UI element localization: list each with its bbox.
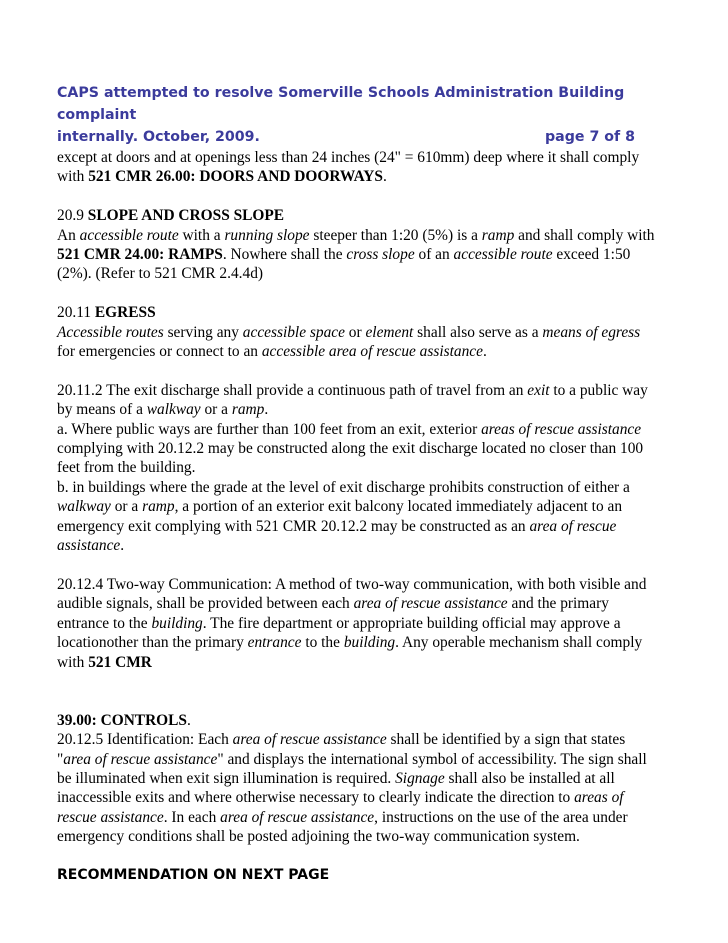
defined-term: areas of rescue assistance [481, 420, 642, 438]
section-title: 39.00: CONTROLS [57, 711, 187, 729]
text: . [264, 401, 269, 419]
recommendation-heading: RECOMMENDATION ON NEXT PAGE [57, 866, 330, 883]
defined-term: element [365, 323, 414, 341]
text: . In each [163, 808, 221, 826]
defined-term: ramp [231, 401, 265, 419]
section-20-12-4 [57, 575, 657, 672]
defined-term: area of rescue assistance [220, 808, 375, 826]
defined-term: cross slope [346, 246, 415, 264]
section-20-11-2 [57, 381, 657, 556]
defined-term: area of rescue assistance [63, 750, 218, 768]
text: 20.12.5 Identification: Each [57, 731, 233, 749]
text: or [344, 323, 366, 341]
defined-term: exit [527, 381, 550, 399]
text: exceed 1:50 (2%). (Refer to 521 CMR 2.4.4d) [57, 246, 631, 283]
text: . The fire department or appropriate building official may approve a locationother than the primary [57, 614, 621, 652]
text: b. in buildings where the grade at the level of exit discharge prohibits construction of either a [57, 478, 630, 496]
defined-term: accessible space [242, 323, 345, 341]
defined-term: building [151, 614, 203, 632]
document-body [57, 148, 657, 885]
defined-term: area of rescue assistance [57, 517, 617, 555]
text: except at doors and at openings less than 24 inches (24" = 610mm) deep where it shall comply with [57, 149, 640, 186]
code-reference: 521 CMR 26.00: DOORS AND DOORWAYS [88, 168, 383, 186]
defined-term: building [343, 634, 396, 652]
text: for emergencies or connect to an [57, 343, 262, 361]
defined-term: ramp [481, 226, 515, 244]
text: . Any operable mechanism shall comply with [57, 634, 643, 671]
code-reference: 521 CMR 24.00: RAMPS [57, 246, 223, 264]
header-line-2 [57, 126, 635, 148]
text: . [186, 711, 191, 729]
defined-term: areas of rescue assistance [57, 789, 624, 826]
code-reference: 521 CMR [88, 653, 152, 671]
section-20-9 [57, 206, 657, 284]
text: or a [110, 498, 143, 516]
page-number: page 7 of 8 [545, 129, 635, 145]
text: to a public way by means of a [57, 381, 648, 419]
defined-term: entrance [247, 634, 302, 652]
text: a. Where public ways are further than 100 feet from an exit, exterior [57, 420, 482, 438]
text: steeper than 1:20 (5%) is a [309, 226, 482, 244]
section-number: 20.9 [57, 207, 88, 225]
section-number: 20.11 [57, 304, 95, 322]
text: to the [301, 634, 344, 652]
defined-term: accessible area of rescue assistance [261, 343, 483, 361]
header-date: internally. October, 2009. [57, 129, 260, 145]
defined-term: walkway [57, 498, 111, 516]
section-20-11 [57, 303, 657, 361]
defined-term: area of rescue assistance [232, 731, 387, 749]
text: of an [414, 246, 454, 264]
defined-term: accessible route [453, 246, 553, 264]
text: 20.11.2 The exit discharge shall provide a continuous path of travel from an [57, 381, 528, 399]
defined-term: running slope [224, 226, 310, 244]
text: . [382, 168, 387, 186]
text: shall be identified by a sign that states " [57, 731, 626, 768]
text: . [482, 343, 487, 361]
defined-term: Accessible routes [57, 323, 164, 341]
text: shall also serve as a [413, 323, 543, 341]
defined-term: area of rescue assistance [353, 595, 508, 613]
text: serving any [163, 323, 243, 341]
text: An [57, 226, 80, 244]
text: with a [178, 226, 225, 244]
spacer [57, 672, 657, 691]
paragraph-continuation [57, 148, 657, 187]
section-title: SLOPE AND CROSS SLOPE [87, 207, 285, 225]
text: and the primary entrance to the [57, 595, 609, 632]
header-line-1: CAPS attempted to resolve Somerville Schools Administration Building complaint [57, 85, 625, 123]
defined-term: ramp [142, 498, 175, 516]
text: shall also be installed at all inaccessible exits and where otherwise necessary to clearly indicate the direction to [57, 769, 615, 807]
text: " and displays the international symbol of accessibility. The sign shall be illuminated when exit sign illumination is required. [57, 750, 647, 787]
text: . [120, 537, 125, 555]
text: , a portion of an exterior exit balcony located immediately adjacent to an emergency exit complying with 521 CMR 20.12.2 may be constructed as an [57, 498, 623, 535]
text: complying with 20.12.2 may be constructed along the exit discharge located no closer than 100 feet from the building. [57, 440, 644, 477]
defined-term: means of egress [542, 323, 641, 341]
defined-term: accessible route [79, 226, 179, 244]
text: . Nowhere shall the [222, 246, 347, 264]
section-title: EGRESS [94, 304, 156, 322]
text: , instructions on the use of the area under emergency conditions shall be posted adjoining the two-way communication system. [57, 808, 628, 846]
text: or a [200, 401, 232, 419]
spacer [57, 691, 657, 710]
text: 20.12.4 Two-way Communication: A method of two-way communication, with both visible and audible signals, shall be provided between each [57, 575, 647, 613]
defined-term: walkway [146, 401, 201, 419]
document-header [57, 82, 688, 148]
text: and shall comply with [514, 226, 655, 244]
defined-term: Signage [395, 769, 445, 787]
section-39-controls [57, 711, 657, 847]
